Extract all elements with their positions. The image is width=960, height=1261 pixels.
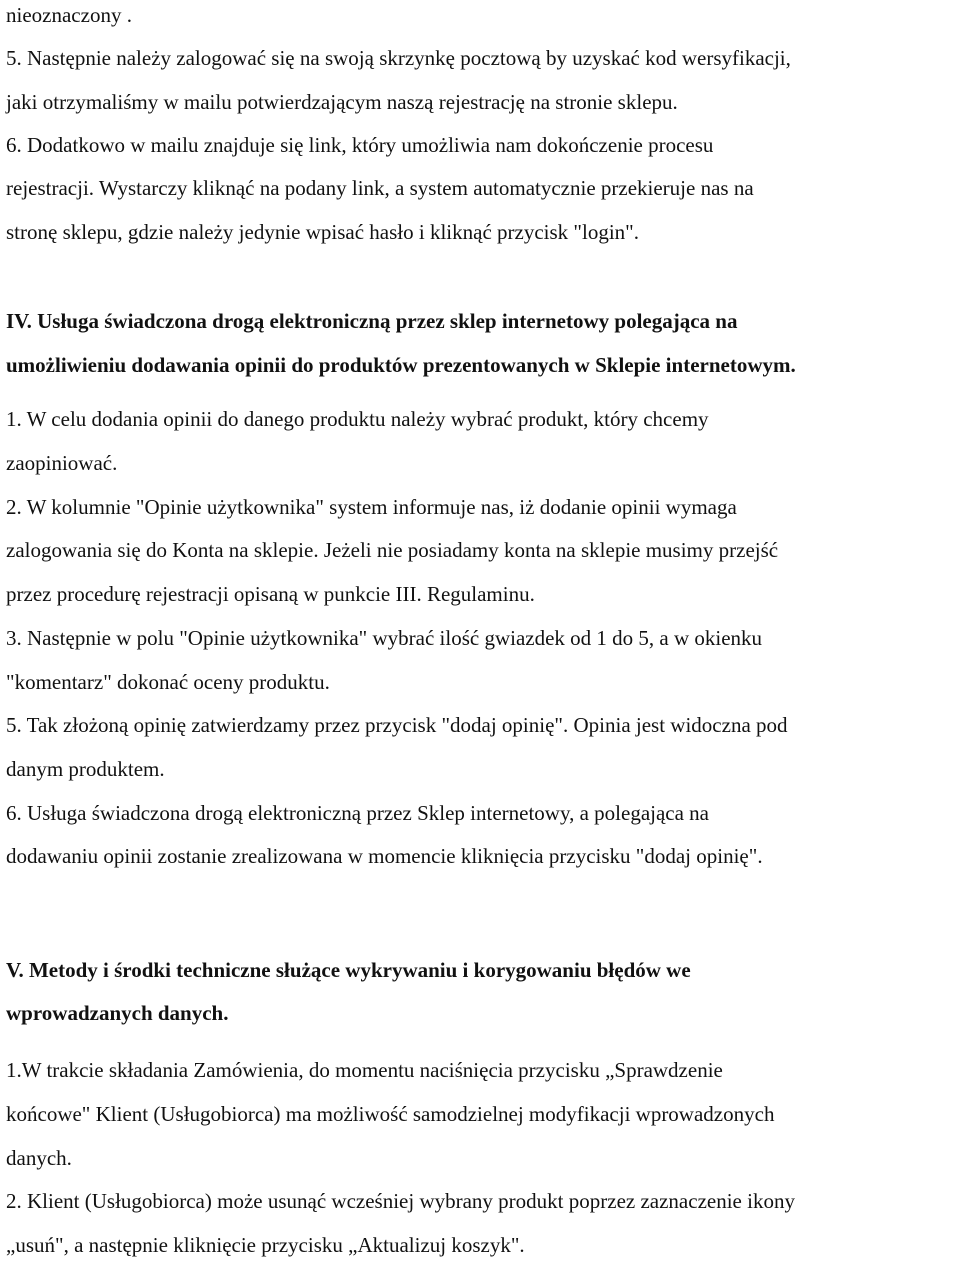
text-line: „usuń", a następnie kliknięcie przycisku „Aktualizuj koszyk". <box>6 1233 525 1257</box>
text-line: 2. W kolumnie "Opinie użytkownika" system informuje nas, iż dodanie opinii wymaga <box>6 495 737 519</box>
text-line: końcowe" Klient (Usługobiorca) ma możliwość samodzielnej modyfikacji wprowadzonych <box>6 1102 775 1126</box>
section-heading: wprowadzanych danych. <box>6 1001 229 1025</box>
text-line: 1.W trakcie składania Zamówienia, do momentu naciśnięcia przycisku „Sprawdzenie <box>6 1058 723 1082</box>
text-line: danych. <box>6 1146 72 1170</box>
section-heading: IV. Usługa świadczona drogą elektroniczną przez sklep internetowy polegająca na <box>6 309 738 333</box>
text-line: przez procedurę rejestracji opisaną w punkcie III. Regulaminu. <box>6 582 535 606</box>
text-line: nieoznaczony . <box>6 3 132 27</box>
text-line: 3. Następnie w polu "Opinie użytkownika" wybrać ilość gwiazdek od 1 do 5, a w okienku <box>6 626 763 650</box>
text-line: 2. Klient (Usługobiorca) może usunąć wcześniej wybrany produkt poprzez zaznaczenie ikony <box>6 1189 795 1213</box>
text-line: dodawaniu opinii zostanie zrealizowana w momencie kliknięcia przycisku "dodaj opinię". <box>6 844 763 868</box>
section-heading: umożliwieniu dodawania opinii do produktów prezentowanych w Sklepie internetowym. <box>6 353 796 377</box>
text-line: 6. Dodatkowo w mailu znajduje się link, który umożliwia nam dokończenie procesu <box>6 133 714 157</box>
text-line: "komentarz" dokonać oceny produktu. <box>6 670 330 694</box>
text-line: zalogowania się do Konta na sklepie. Jeżeli nie posiadamy konta na sklepie musimy przejść <box>6 538 779 562</box>
text-line: stronę sklepu, gdzie należy jedynie wpisać hasło i kliknąć przycisk "login". <box>6 220 639 244</box>
text-line: rejestracji. Wystarczy kliknąć na podany link, a system automatycznie przekieruje nas na <box>6 176 754 200</box>
text-line: 1. W celu dodania opinii do danego produktu należy wybrać produkt, który chcemy <box>6 407 709 431</box>
text-line: zaopiniować. <box>6 451 118 475</box>
text-line: 5. Następnie należy zalogować się na swoją skrzynkę pocztową by uzyskać kod wersyfikacji, <box>6 46 791 70</box>
text-line: jaki otrzymaliśmy w mailu potwierdzającym naszą rejestrację na stronie sklepu. <box>6 90 678 114</box>
text-line: 5. Tak złożoną opinię zatwierdzamy przez przycisk "dodaj opinię". Opinia jest widoczna pod <box>6 713 788 737</box>
section-heading: V. Metody i środki techniczne służące wykrywaniu i korygowaniu błędów we <box>6 958 691 982</box>
text-line: danym produktem. <box>6 757 165 781</box>
text-line: 6. Usługa świadczona drogą elektroniczną przez Sklep internetowy, a polegająca na <box>6 801 710 825</box>
